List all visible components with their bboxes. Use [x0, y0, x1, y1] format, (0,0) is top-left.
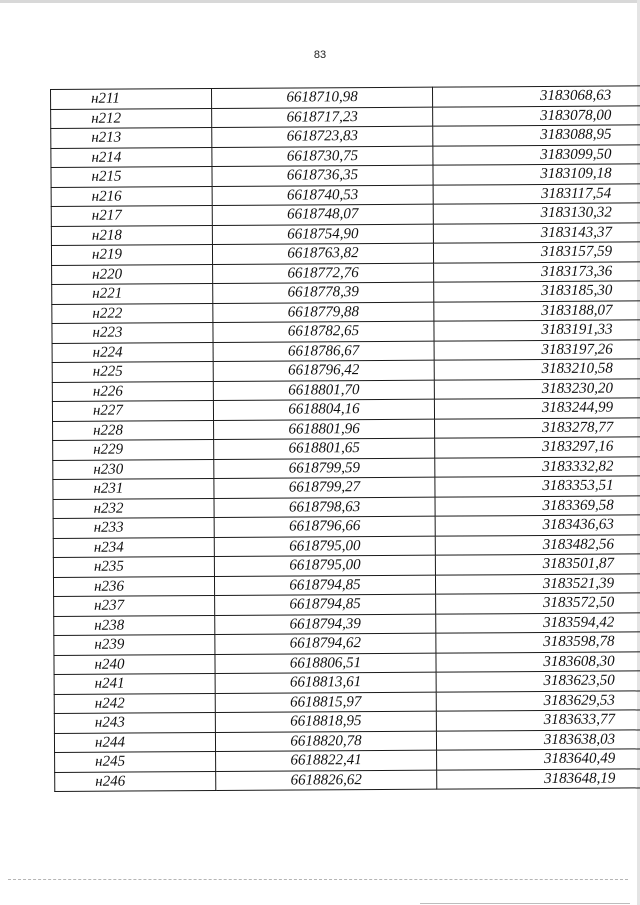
x-coordinate-cell: 6618822,41	[216, 750, 437, 771]
scan-noise-line	[8, 879, 628, 880]
point-name-cell: н244	[54, 732, 215, 752]
point-name-cell: н234	[53, 537, 214, 557]
x-coordinate-cell: 6618799,59	[214, 458, 435, 479]
point-name-cell: н246	[55, 771, 216, 791]
y-coordinate-cell: 3183157,59	[433, 242, 640, 263]
y-coordinate-cell: 3183130,32	[433, 203, 640, 224]
x-coordinate-cell: 6618813,61	[215, 672, 436, 693]
x-coordinate-cell: 6618794,85	[214, 575, 435, 596]
y-coordinate-cell: 3183088,95	[433, 125, 640, 146]
y-coordinate-cell: 3183191,33	[434, 320, 640, 341]
y-coordinate-cell: 3183369,58	[435, 495, 640, 516]
y-coordinate-cell: 3183185,30	[434, 281, 640, 302]
y-coordinate-cell: 3183640,49	[437, 749, 640, 770]
point-name-cell: н212	[51, 108, 212, 128]
y-coordinate-cell: 3183197,26	[434, 339, 640, 360]
x-coordinate-cell: 6618795,00	[214, 555, 435, 576]
x-coordinate-cell: 6618798,63	[214, 497, 435, 518]
x-coordinate-cell: 6618748,07	[212, 204, 433, 225]
y-coordinate-cell: 3183244,99	[434, 398, 640, 419]
x-coordinate-cell: 6618796,42	[213, 360, 434, 381]
point-name-cell: н217	[51, 206, 212, 226]
point-name-cell: н224	[52, 342, 213, 362]
point-name-cell: н233	[53, 518, 214, 538]
y-coordinate-cell: 3183332,82	[435, 456, 640, 477]
y-coordinate-cell: 3183278,77	[435, 417, 640, 438]
point-name-cell: н213	[51, 128, 212, 148]
point-name-cell: н229	[53, 440, 214, 460]
y-coordinate-cell: 3183598,78	[436, 632, 640, 653]
x-coordinate-cell: 6618801,96	[214, 419, 435, 440]
point-name-cell: н236	[53, 576, 214, 596]
x-coordinate-cell: 6618801,70	[213, 380, 434, 401]
x-coordinate-cell: 6618710,98	[212, 87, 433, 108]
x-coordinate-cell: 6618794,39	[215, 614, 436, 635]
point-name-cell: н223	[52, 323, 213, 343]
point-name-cell: н218	[51, 225, 212, 245]
point-name-cell: н219	[51, 245, 212, 265]
point-name-cell: н211	[51, 89, 212, 109]
y-coordinate-cell: 3183143,37	[433, 222, 640, 243]
y-coordinate-cell: 3183078,00	[433, 105, 640, 126]
y-coordinate-cell: 3183117,54	[433, 183, 640, 204]
x-coordinate-cell: 6618740,53	[212, 185, 433, 206]
point-name-cell: н231	[53, 479, 214, 499]
y-coordinate-cell: 3183353,51	[435, 476, 640, 497]
point-name-cell: н226	[52, 381, 213, 401]
point-name-cell: н243	[54, 713, 215, 733]
x-coordinate-cell: 6618754,90	[212, 224, 433, 245]
x-coordinate-cell: 6618794,62	[215, 633, 436, 654]
y-coordinate-cell: 3183173,36	[434, 261, 640, 282]
y-coordinate-cell: 3183501,87	[435, 554, 640, 575]
y-coordinate-cell: 3183594,42	[436, 612, 640, 633]
x-coordinate-cell: 6618795,00	[214, 536, 435, 557]
y-coordinate-cell: 3183648,19	[437, 768, 640, 789]
point-name-cell: н220	[52, 264, 213, 284]
point-name-cell: н235	[53, 557, 214, 577]
y-coordinate-cell: 3183188,07	[434, 300, 640, 321]
x-coordinate-cell: 6618763,82	[212, 243, 433, 264]
x-coordinate-cell: 6618799,27	[214, 477, 435, 498]
point-name-cell: н222	[52, 303, 213, 323]
y-coordinate-cell: 3183210,58	[434, 359, 640, 380]
x-coordinate-cell: 6618806,51	[215, 653, 436, 674]
x-coordinate-cell: 6618778,39	[213, 282, 434, 303]
point-name-cell: н242	[54, 693, 215, 713]
point-name-cell: н216	[51, 186, 212, 206]
point-name-cell: н221	[52, 284, 213, 304]
point-name-cell: н215	[51, 167, 212, 187]
point-name-cell: н228	[53, 420, 214, 440]
y-coordinate-cell: 3183436,63	[435, 515, 640, 536]
point-name-cell: н227	[52, 401, 213, 421]
x-coordinate-cell: 6618804,16	[213, 399, 434, 420]
x-coordinate-cell: 6618779,88	[213, 302, 434, 323]
y-coordinate-cell: 3183099,50	[433, 144, 640, 165]
x-coordinate-cell: 6618826,62	[216, 770, 437, 791]
y-coordinate-cell: 3183068,63	[432, 86, 640, 107]
x-coordinate-cell: 6618818,95	[215, 711, 436, 732]
scan-edge-top	[0, 0, 640, 3]
x-coordinate-cell: 6618794,85	[215, 594, 436, 615]
y-coordinate-cell: 3183230,20	[434, 378, 640, 399]
point-name-cell: н238	[54, 615, 215, 635]
x-coordinate-cell: 6618801,65	[214, 438, 435, 459]
x-coordinate-cell: 6618736,35	[212, 165, 433, 186]
y-coordinate-cell: 3183623,50	[436, 671, 640, 692]
point-name-cell: н232	[53, 498, 214, 518]
x-coordinate-cell: 6618782,65	[213, 321, 434, 342]
y-coordinate-cell: 3183638,03	[436, 729, 640, 750]
x-coordinate-cell: 6618820,78	[215, 731, 436, 752]
point-name-cell: н239	[54, 635, 215, 655]
x-coordinate-cell: 6618772,76	[213, 263, 434, 284]
x-coordinate-cell: 6618815,97	[215, 692, 436, 713]
coordinates-table	[50, 85, 640, 792]
point-name-cell: н240	[54, 654, 215, 674]
y-coordinate-cell: 3183297,16	[435, 437, 640, 458]
y-coordinate-cell: 3183109,18	[433, 164, 640, 185]
point-name-cell: н230	[53, 459, 214, 479]
x-coordinate-cell: 6618723,83	[212, 126, 433, 147]
x-coordinate-cell: 6618796,66	[214, 516, 435, 537]
y-coordinate-cell: 3183608,30	[436, 651, 640, 672]
coordinates-table-body	[51, 86, 640, 792]
y-coordinate-cell: 3183572,50	[436, 593, 640, 614]
x-coordinate-cell: 6618717,23	[212, 107, 433, 128]
point-name-cell: н225	[52, 362, 213, 382]
y-coordinate-cell: 3183629,53	[436, 690, 640, 711]
x-coordinate-cell: 6618786,67	[213, 341, 434, 362]
y-coordinate-cell: 3183521,39	[435, 573, 640, 594]
point-name-cell: н241	[54, 674, 215, 694]
y-coordinate-cell: 3183633,77	[436, 710, 640, 731]
point-name-cell: н245	[55, 752, 216, 772]
point-name-cell: н237	[54, 596, 215, 616]
y-coordinate-cell: 3183482,56	[435, 534, 640, 555]
x-coordinate-cell: 6618730,75	[212, 146, 433, 167]
point-name-cell: н214	[51, 147, 212, 167]
page-number: 83	[313, 49, 327, 61]
scan-edge-bottom	[420, 903, 630, 904]
table-row	[55, 768, 640, 791]
